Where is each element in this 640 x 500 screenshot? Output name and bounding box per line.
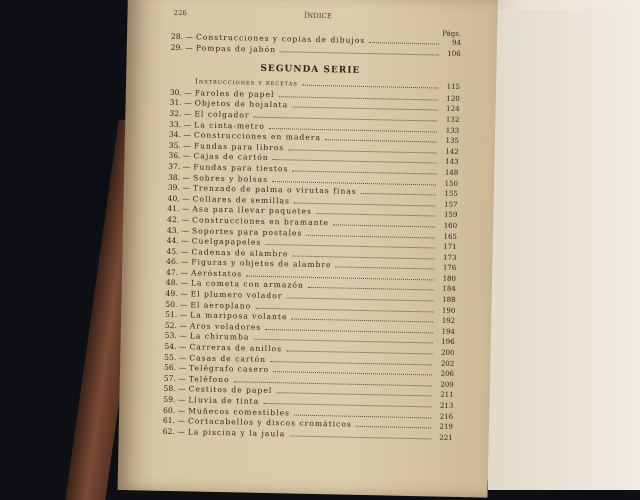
entry-title: La piscina y la jaula: [187, 427, 286, 439]
entry-page: 124: [446, 105, 460, 114]
leader-dots: [272, 181, 436, 185]
entry-title: Cadenas de alambre: [191, 247, 289, 259]
entry-page: 159: [443, 210, 458, 220]
entry-list: [153, 87, 460, 443]
entry-title: La chirumba: [189, 331, 250, 343]
leader-dots: [253, 117, 437, 122]
entry-title: Soportes para postales: [191, 225, 303, 238]
entry-title: Teléfono: [188, 374, 230, 385]
entry-title: Casas de cartón: [189, 352, 267, 364]
entry-title: Aeróstatos: [190, 268, 243, 279]
leader-dots: [273, 159, 437, 163]
entry-number: 31. —: [169, 98, 192, 108]
entry-title: Aros voladores: [189, 321, 262, 332]
leader-dots: [292, 107, 437, 111]
leader-dots: [308, 287, 434, 291]
entry-number: 40. —: [167, 193, 190, 204]
entry-page: 196: [441, 338, 455, 347]
entry-page: 135: [445, 136, 459, 146]
entry-number: 43. —: [166, 225, 190, 235]
entry-number: 53. —: [164, 331, 187, 341]
entry-number: 42. —: [167, 214, 190, 225]
entry-page: 221: [439, 433, 453, 442]
entry-number: 46. —: [166, 257, 189, 267]
entry-page: 142: [445, 147, 459, 156]
leader-dots: [286, 350, 432, 354]
entry-page: 157: [444, 200, 458, 209]
pages-label: Págs.: [442, 29, 462, 38]
entry-title: Cajas de cartón: [193, 151, 269, 163]
leader-dots: [294, 202, 436, 206]
leader-dots: [246, 275, 434, 280]
leader-dots: [356, 426, 431, 429]
entry-title: Telégrafo casero: [189, 363, 270, 375]
entry-number: 41. —: [167, 204, 190, 214]
entry-page: 192: [441, 316, 456, 326]
entry-title: Fundas para tiestos: [193, 162, 289, 174]
entry-page: 160: [443, 221, 458, 230]
entry-page: 200: [441, 348, 455, 357]
entry-number: 51. —: [165, 310, 188, 320]
entry-title: La cinta-metro: [194, 119, 265, 131]
entry-title: Instrucciones y recetas: [195, 77, 298, 88]
entry-number: 60. —: [163, 405, 186, 415]
running-title: ÍNDICE: [304, 11, 333, 21]
leader-dots: [269, 128, 437, 133]
entry-page: 143: [445, 158, 459, 167]
entry-title: Sobres y bolsas: [192, 172, 269, 184]
entry-number: 44. —: [166, 235, 189, 246]
entry-number: 57. —: [163, 373, 186, 384]
entry-number: 56. —: [163, 363, 187, 373]
leader-dots: [288, 149, 436, 153]
series-title: SEGUNDA SERIE: [260, 63, 361, 77]
entry-number: 52. —: [164, 320, 188, 331]
entry-page: 173: [443, 253, 457, 262]
entry-title: Cortacabellos y discos cromáticos: [187, 416, 352, 429]
leader-dots: [369, 42, 439, 44]
page-number: 226: [173, 8, 187, 18]
leader-dots: [325, 139, 437, 142]
entry-page: 211: [440, 391, 454, 400]
entry-number: 28. —: [170, 31, 194, 42]
leader-dots: [306, 234, 435, 238]
leader-dots: [316, 213, 435, 217]
entry-title: El colgador: [194, 109, 250, 120]
entry-page: 94: [451, 38, 462, 47]
entry-title: El aeroplano: [190, 300, 252, 311]
entry-number: 29. —: [170, 42, 193, 52]
leader-dots: [336, 267, 435, 270]
leader-dots: [253, 339, 432, 344]
entry-title: Construcciones en bramante: [192, 215, 330, 228]
entry-title: Cuelgapapeles: [191, 236, 262, 247]
entry-title: Figuras y objetos de alambre: [191, 257, 332, 270]
entry-page: 155: [444, 189, 458, 199]
entry-title: La mariposa volante: [190, 310, 288, 322]
entry-page: 206: [440, 369, 455, 379]
entry-title: La cometa con armazón: [190, 278, 304, 291]
leader-dots: [292, 255, 434, 259]
entry-number: 55. —: [164, 352, 187, 362]
entry-page: 120: [446, 94, 460, 103]
leader-dots: [273, 371, 432, 375]
entry-number: 49. —: [165, 288, 188, 299]
entry-page: 209: [440, 380, 454, 389]
entry-title: Carreras de anillos: [189, 342, 283, 354]
entry-page: 150: [444, 179, 459, 188]
entry-title: Muñecos comestibles: [188, 405, 291, 418]
right-page-edge: [488, 10, 640, 490]
entry-title: Cestitos de papel: [188, 384, 273, 396]
entry-page: 165: [443, 232, 457, 241]
entry-title: Fundas para libros: [193, 141, 285, 153]
entry-number: 48. —: [165, 278, 188, 288]
entry-title: Collares de semillas: [192, 194, 290, 206]
entry-number: 39. —: [167, 183, 190, 193]
index-content: [153, 9, 462, 444]
entry-page: 219: [439, 422, 454, 432]
entry-title: Construcciones y copias de dibujos: [195, 32, 366, 45]
entry-page: 132: [445, 115, 460, 124]
entry-number: 62. —: [162, 426, 185, 437]
entry-number: 58. —: [163, 384, 186, 394]
entry-title: Construcciones en madera: [193, 130, 322, 143]
entry-number: 38. —: [167, 172, 191, 182]
entry-page: 176: [442, 263, 457, 273]
entry-title: Faroles de papel: [194, 88, 275, 99]
entry-page: 216: [439, 412, 454, 421]
leader-dots: [280, 51, 439, 55]
entry-page: 106: [447, 49, 461, 58]
entry-number: 59. —: [163, 394, 186, 405]
leader-dots: [286, 297, 433, 301]
entry-number: 61. —: [162, 416, 186, 426]
entry-number: 37. —: [168, 161, 191, 172]
entry-page: 184: [442, 285, 456, 294]
entry-page: 180: [442, 274, 457, 283]
leader-dots: [292, 170, 436, 174]
entry-number: 33. —: [169, 119, 192, 129]
entry-number: 45. —: [166, 246, 189, 257]
entry-number: 35. —: [168, 140, 191, 151]
leader-dots: [333, 224, 435, 227]
entry-page: 115: [446, 82, 461, 92]
entry-page: 171: [443, 242, 457, 252]
leader-dots: [276, 393, 431, 397]
leader-dots: [294, 414, 431, 418]
entry-number: 36. —: [168, 151, 191, 161]
leader-dots: [263, 403, 431, 408]
entry-title: Lluvia de tinta: [188, 395, 260, 406]
leader-dots: [289, 435, 430, 439]
entry-page: 148: [444, 168, 459, 177]
entry-number: 34. —: [168, 130, 192, 140]
leader-dots: [278, 96, 437, 100]
leader-dots: [265, 244, 434, 249]
entry-page: 188: [442, 295, 456, 304]
entry-number: 50. —: [165, 299, 188, 309]
entry-title: Trenzado de palma o virutas finas: [192, 183, 357, 196]
entry-title: Asa para llevar paquetes: [192, 204, 313, 217]
leader-dots: [361, 193, 436, 196]
entry-number: 30. —: [169, 87, 192, 98]
index-page: [118, 0, 498, 498]
entry-title: Pompas de jabón: [195, 43, 277, 54]
entry-number: 54. —: [164, 341, 187, 352]
entry-page: 133: [445, 126, 460, 135]
entry-page: 190: [441, 306, 456, 315]
leader-dots: [265, 329, 433, 334]
entry-page: 194: [441, 327, 455, 336]
leader-dots: [270, 361, 432, 365]
leader-dots: [291, 319, 433, 323]
entry-number: 47. —: [165, 267, 189, 278]
entry-page: 213: [439, 401, 454, 410]
entry-title: Objetos de hojalata: [194, 98, 289, 110]
page-header: [161, 9, 461, 23]
entry-number: 32. —: [169, 108, 192, 119]
entry-page: 202: [440, 359, 455, 368]
leader-dots: [255, 307, 433, 312]
entry-title: El plumero volador: [190, 289, 283, 301]
leader-dots: [302, 85, 438, 89]
